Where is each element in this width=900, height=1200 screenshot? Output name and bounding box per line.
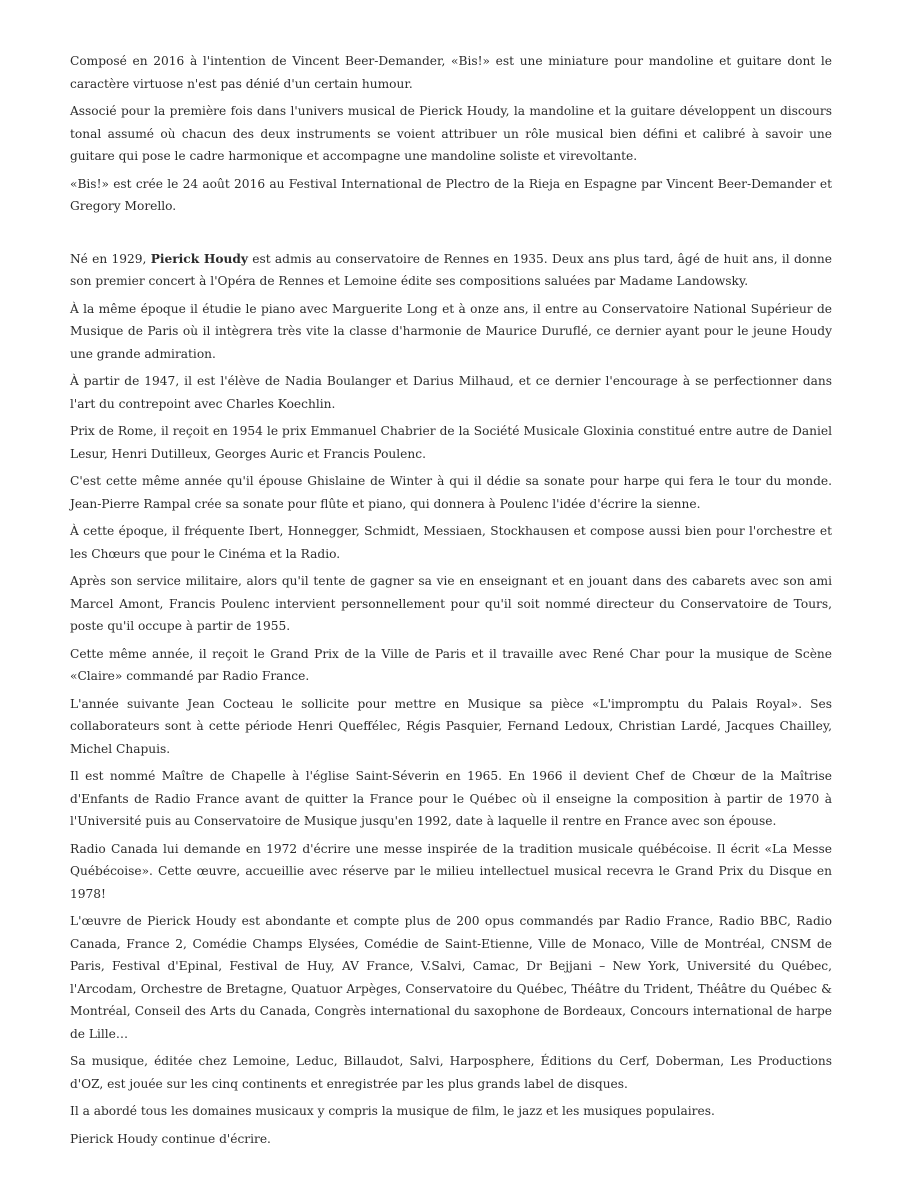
bio-paragraph: Cette même année, il reçoit le Grand Prix de la Ville de Paris et il travaille avec René Char pour la musique de Scène «Claire» commandé par Radio France. bbox=[70, 646, 832, 683]
bio-paragraph: Prix de Rome, il reçoit en 1954 le prix Emmanuel Chabrier de la Société Musicale Gloxinia constitué entre autre de Daniel Lesur, Henri Dutilleux, Georges Auric et Francis Poulenc. bbox=[70, 424, 832, 461]
bio-paragraph: À la même époque il étudie le piano avec Marguerite Long et à onze ans, il entre au Conservatoire National Supérieur de Musique de Paris où il intègrera très vite la classe d'harmonie de Maurice Duruflé, ce dernier ayant pour le jeune Houdy une grande admiration. bbox=[70, 301, 832, 361]
intro-paragraph: Composé en 2016 à l'intention de Vincent Beer-Demander, «Bis!» est une miniature pour mandoline et guitare dont le caractère virtuose n'est pas dénié d'un certain humour. bbox=[70, 54, 832, 91]
intro-section bbox=[70, 50, 832, 218]
bio-paragraph: À cette époque, il fréquente Ibert, Honnegger, Schmidt, Messiaen, Stockhausen et compose aussi bien pour l'orchestre et les Chœurs que pour le Cinéma et la Radio. bbox=[70, 524, 832, 561]
intro-paragraph: «Bis!» est crée le 24 août 2016 au Festival International de Plectro de la Rieja en Espagne par Vincent Beer-Demander et Gregory Morello. bbox=[70, 176, 832, 213]
bio-paragraph: Sa musique, éditée chez Lemoine, Leduc, Billaudot, Salvi, Harposphere, Éditions du Cerf, Doberman, Les Productions d'OZ, est jouée sur les cinq continents et enregistrée par les plus grands label de disques. bbox=[70, 1054, 832, 1091]
bio-paragraph: Pierick Houdy continue d'écrire. bbox=[70, 1131, 271, 1146]
bio-paragraph: C'est cette même année qu'il épouse Ghislaine de Winter à qui il dédie sa sonate pour harpe qui fera le tour du monde. Jean-Pierre Rampal crée sa sonate pour flûte et piano, qui donnera à Poulenc l'idée d'écrire la sienne. bbox=[70, 474, 832, 511]
bio-paragraph: L'année suivante Jean Cocteau le sollicite pour mettre en Musique sa pièce «L'impromptu du Palais Royal». Ses collaborateurs sont à cette période Henri Queffélec, Régis Pasquier, Fernand Ledoux, Christian Lardé, Jacques Chailley, Michel Chapuis. bbox=[70, 696, 832, 756]
bio-prefix: Né en 1929, bbox=[70, 251, 151, 266]
bio-paragraph: Il a abordé tous les domaines musicaux y compris la musique de film, le jazz et les musiques populaires. bbox=[70, 1104, 715, 1118]
document-page bbox=[70, 50, 832, 1155]
bio-first-rest: est admis au conservatoire de Rennes en 1935. Deux ans plus tard, âgé de huit ans, il donne son premier concert à l'Opéra de Rennes et Lemoine édite ses compositions saluées par Madame Landowsky. bbox=[70, 251, 832, 288]
composer-name: Pierick Houdy bbox=[150, 251, 248, 266]
bio-paragraph: Il est nommé Maître de Chapelle à l'église Saint-Séverin en 1965. En 1966 il devient Chef de Chœur de la Maîtrise d'Enfants de Radio France avant de quitter la France pour le Québec où il enseigne la composition à partir de 1970 à l'Université puis au Conservatoire de Musique jusqu'en 1992, date à laquelle il rentre en France avec son épouse. bbox=[70, 769, 832, 828]
section-divider bbox=[70, 223, 832, 248]
intro-paragraph: Associé pour la première fois dans l'univers musical de Pierick Houdy, la mandoline et la guitare développent un discours tonal assumé où chacun des deux instruments se voient attribuer un rôle musical bien défini et calibré à savoir une guitare qui pose le cadre harmonique et accompagne une mandoline soliste et virevoltante. bbox=[70, 104, 832, 163]
biography-section bbox=[70, 248, 832, 1151]
bio-paragraph: Après son service militaire, alors qu'il tente de gagner sa vie en enseignant et en jouant dans des cabarets avec son ami Marcel Amont, Francis Poulenc intervient personnellement pour qu'il soit nommé directeur du Conservatoire de Tours, poste qu'il occupe à partir de 1955. bbox=[70, 574, 832, 633]
bio-paragraph: L'œuvre de Pierick Houdy est abondante et compte plus de 200 opus commandés par Radio France, Radio BBC, Radio Canada, France 2, Comédie Champs Elysées, Comédie de Saint-Etienne, Ville de Monaco, Ville de Montréal, CNSM de Paris, Festival d'Epinal, Festival de Huy, AV France, V.Salvi, Camac, Dr Bejjani – New York, Université du Québec, l'Arcodam, Orchestre de Bretagne, Quatuor Arpèges, Conservatoire du Québec, Théâtre du Trident, Théâtre du Québec & Montréal, Conseil des Arts du Canada, Congrès international du saxophone de Bordeaux, Concours international de harpe de Lille… bbox=[70, 914, 832, 1041]
bio-paragraph: À partir de 1947, il est l'élève de Nadia Boulanger et Darius Milhaud, et ce dernier l'encourage à se perfectionner dans l'art du contrepoint avec Charles Koechlin. bbox=[70, 374, 832, 411]
bio-paragraph bbox=[70, 248, 832, 293]
bio-paragraph: Radio Canada lui demande en 1972 d'écrire une messe inspirée de la tradition musicale québécoise. Il écrit «La Messe Québécoise». Cette œuvre, accueillie avec réserve par le milieu intellectuel musical recevra le Grand Prix du Disque en 1978! bbox=[70, 841, 832, 901]
